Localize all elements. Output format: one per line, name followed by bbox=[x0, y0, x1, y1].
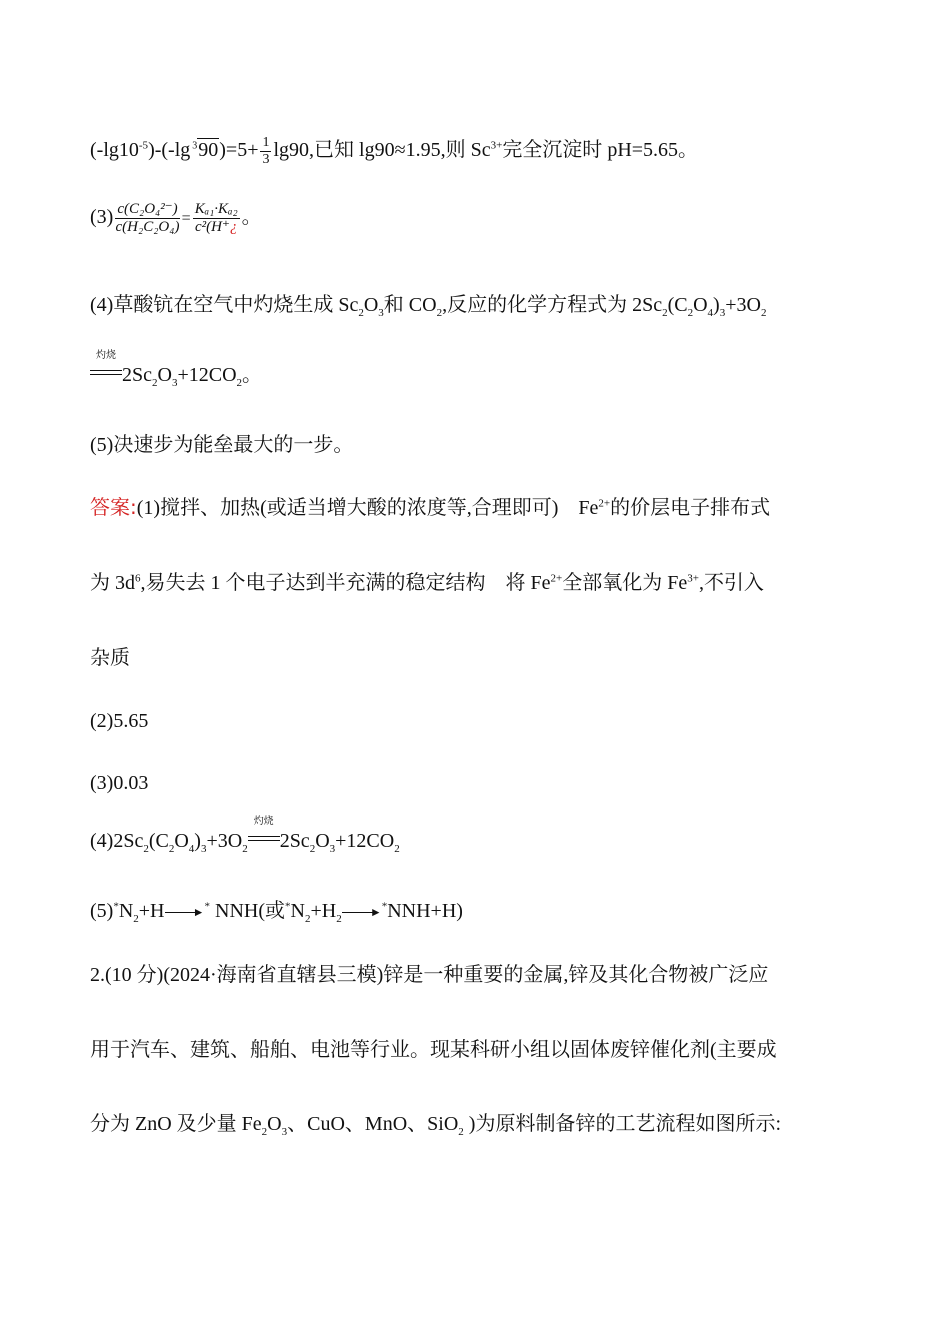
root-index: 3 bbox=[192, 140, 198, 152]
cube-root bbox=[190, 140, 219, 160]
text: 用于汽车、建筑、船舶、电池等行业。现某科研小组以固体废锌催化剂 bbox=[90, 1037, 710, 1061]
sub: 2 bbox=[133, 913, 139, 925]
text: , bbox=[563, 964, 569, 986]
text: +3O bbox=[206, 830, 243, 852]
equals-bar-top bbox=[248, 836, 280, 837]
text: (5) bbox=[90, 900, 114, 922]
sub: 4 bbox=[188, 843, 195, 855]
text: 、 bbox=[344, 1111, 365, 1135]
text: NNH+H) bbox=[387, 900, 463, 922]
fraction-numerator: 1 bbox=[262, 135, 270, 150]
text: 1 bbox=[205, 572, 226, 594]
text: MnO bbox=[364, 1113, 408, 1135]
text: 或适当增大酸的浓度等 bbox=[266, 495, 467, 519]
text: ZnO bbox=[130, 1113, 177, 1135]
text: 分 bbox=[136, 962, 157, 986]
fraction-denominator: 3 bbox=[262, 152, 270, 167]
text: O bbox=[693, 294, 708, 316]
reaction-condition-equals bbox=[248, 816, 280, 847]
text: O bbox=[157, 364, 172, 386]
sup: -5 bbox=[138, 139, 149, 152]
text: N bbox=[290, 900, 305, 922]
text: 易失去 bbox=[145, 570, 206, 594]
sup: 2+ bbox=[598, 497, 611, 510]
text: 已知 bbox=[314, 137, 355, 162]
text: ) bbox=[551, 497, 559, 519]
text: 2Sc bbox=[122, 364, 152, 386]
text: (-lg10 bbox=[90, 139, 139, 162]
question-line-2 bbox=[90, 1039, 777, 1060]
sub: 2 bbox=[662, 307, 668, 319]
sub: 2 bbox=[458, 1126, 464, 1138]
equals-bar-bottom bbox=[248, 840, 280, 841]
text: 为 bbox=[90, 570, 110, 594]
arrow-head-icon: ► bbox=[369, 905, 382, 920]
root-body: 90 bbox=[198, 139, 219, 162]
text bbox=[486, 572, 506, 594]
text: 的价层电子排布式 bbox=[610, 495, 771, 519]
text: 2Sc bbox=[279, 830, 310, 852]
text: , bbox=[140, 572, 146, 594]
text: (C bbox=[148, 830, 169, 852]
sub: 2 bbox=[336, 913, 342, 925]
sub: 2 bbox=[436, 307, 443, 319]
text: ( bbox=[260, 497, 267, 519]
sub: 2 bbox=[304, 913, 311, 925]
reaction-arrow bbox=[342, 905, 382, 920]
answer-line-7 bbox=[90, 898, 463, 925]
text: 、 bbox=[407, 1111, 428, 1135]
text: +12CO bbox=[177, 364, 237, 386]
sub: 2 bbox=[242, 843, 248, 855]
fraction-concentration-ratio bbox=[115, 202, 179, 235]
text: 海南省直辖县三模 bbox=[216, 962, 377, 986]
text: ) bbox=[376, 964, 384, 986]
text: lg90, bbox=[273, 139, 315, 162]
text: +H bbox=[310, 900, 337, 922]
text: : bbox=[775, 1113, 782, 1135]
sup: 2+ bbox=[550, 572, 563, 585]
text: 搅拌、加热 bbox=[160, 495, 261, 519]
sup: * bbox=[285, 900, 291, 913]
text: NNH( bbox=[210, 900, 266, 922]
sup: * bbox=[204, 900, 211, 913]
text-line-4 bbox=[90, 350, 263, 389]
text: ) bbox=[713, 294, 720, 316]
text: CuO bbox=[307, 1113, 345, 1135]
sub: 2 bbox=[168, 843, 175, 855]
fraction-denominator: c(H₂C₂O₄) bbox=[115, 219, 180, 235]
text: 3d bbox=[110, 572, 135, 594]
text: 杂质 bbox=[90, 645, 130, 669]
text: 、 bbox=[287, 1111, 308, 1135]
text: 锌及其化合物被广泛应 bbox=[568, 962, 769, 986]
text: )(2024· bbox=[156, 964, 217, 986]
equals-bar-top bbox=[90, 370, 122, 371]
sub: 4 bbox=[707, 307, 714, 319]
text: ) bbox=[194, 830, 201, 852]
sub: 2 bbox=[309, 843, 316, 855]
text: 反应的化学方程式为 bbox=[447, 292, 628, 316]
text: 完全沉淀时 bbox=[502, 137, 603, 162]
fraction-numerator: c(C₂O₄²⁻) bbox=[117, 201, 178, 217]
text: O bbox=[363, 294, 379, 316]
text: , bbox=[442, 294, 448, 316]
answer-line-2 bbox=[90, 572, 764, 593]
sub: 2 bbox=[152, 377, 158, 389]
text: Sc bbox=[333, 294, 359, 316]
sub: 3 bbox=[329, 843, 336, 855]
sup: 6 bbox=[135, 572, 141, 585]
text: Fe bbox=[558, 497, 599, 519]
text: +12CO bbox=[335, 830, 395, 852]
sub: 3 bbox=[719, 307, 726, 319]
text: +H bbox=[138, 900, 165, 922]
text-line-5 bbox=[90, 434, 353, 455]
text: lg90≈1.95, bbox=[354, 139, 446, 162]
text: Fe bbox=[662, 572, 688, 594]
text: 草酸钪在空气中灼烧生成 bbox=[113, 292, 334, 316]
text: (3) bbox=[90, 206, 114, 229]
text: ) bbox=[463, 1113, 476, 1135]
text: Sc bbox=[465, 139, 491, 162]
text: 分为 bbox=[90, 1111, 130, 1135]
answer-line-6 bbox=[90, 816, 400, 855]
text-line-2 bbox=[90, 202, 262, 235]
sub: 2 bbox=[760, 307, 767, 319]
text-line-3 bbox=[90, 292, 767, 319]
text: 。 bbox=[242, 362, 263, 386]
text: (C bbox=[667, 294, 688, 316]
text: c²(H⁺ bbox=[194, 219, 230, 235]
text: 锌是一种重要的金属 bbox=[383, 962, 564, 986]
text: )=5+ bbox=[219, 139, 259, 162]
text-line-1 bbox=[90, 136, 698, 167]
answer-label: 答案: bbox=[90, 495, 137, 519]
reaction-arrow bbox=[165, 905, 205, 920]
text: 和 bbox=[383, 292, 404, 316]
text: O bbox=[267, 1113, 282, 1135]
sup: * bbox=[113, 900, 119, 913]
question-line-1 bbox=[90, 964, 768, 985]
fraction-ka-product bbox=[193, 202, 240, 235]
fraction-numerator: Kₐ₁·Kₐ₂ bbox=[194, 201, 238, 217]
text: pH=5.65 bbox=[602, 139, 679, 162]
text: Fe bbox=[236, 1113, 262, 1135]
text: 。 bbox=[241, 204, 262, 229]
text: 为原料制备锌的工艺流程如图所示 bbox=[475, 1111, 776, 1135]
sup: 3+ bbox=[687, 572, 699, 585]
sub: 2 bbox=[261, 1126, 268, 1138]
answer-line-5 bbox=[90, 773, 148, 793]
sub: 2 bbox=[358, 307, 364, 319]
sup: 3+ bbox=[490, 139, 503, 152]
text: 决速步为能垒最大的一步。 bbox=[113, 432, 354, 456]
text: Fe bbox=[525, 572, 551, 594]
answer-line-1 bbox=[90, 497, 770, 518]
sub: 3 bbox=[378, 307, 384, 319]
sub: 3 bbox=[200, 843, 207, 855]
text: )-(-lg bbox=[148, 139, 191, 162]
fraction bbox=[260, 136, 271, 167]
sub: 2 bbox=[687, 307, 694, 319]
sub: 2 bbox=[394, 843, 400, 855]
text: 全部氧化为 bbox=[562, 570, 663, 594]
text: N bbox=[118, 900, 134, 922]
text: , bbox=[698, 572, 704, 594]
text: 个电子达到半充满的稳定结构 bbox=[225, 570, 486, 594]
text: 或 bbox=[265, 898, 286, 922]
text: (2)5.65 bbox=[90, 710, 149, 732]
text: (1) bbox=[136, 497, 161, 519]
text: O bbox=[315, 830, 330, 852]
text: 不引入 bbox=[703, 570, 764, 594]
text: ¿ bbox=[229, 219, 238, 235]
text: (4) bbox=[90, 294, 114, 316]
condition-label: 灼烧 bbox=[253, 816, 274, 827]
sub: 2 bbox=[236, 377, 243, 389]
text: (5) bbox=[90, 434, 114, 456]
text: 合理即可 bbox=[471, 495, 552, 519]
equals-sign: = bbox=[181, 210, 191, 228]
text: 则 bbox=[445, 137, 466, 162]
text: ( bbox=[710, 1039, 717, 1061]
sub: 3 bbox=[281, 1126, 288, 1138]
text: 。 bbox=[678, 137, 699, 162]
sub: 2 bbox=[143, 843, 149, 855]
answer-line-3 bbox=[90, 647, 130, 667]
condition-label: 灼烧 bbox=[96, 350, 116, 361]
text: 2Sc bbox=[627, 294, 663, 316]
equals-bar-bottom bbox=[90, 374, 122, 375]
text: 2.(10 bbox=[90, 964, 137, 986]
arrow-head-icon: ► bbox=[192, 905, 205, 920]
text: CO bbox=[403, 294, 437, 316]
sup: * bbox=[381, 900, 388, 913]
text: 及少量 bbox=[176, 1111, 237, 1135]
sub: 3 bbox=[171, 377, 178, 389]
answer-line-4 bbox=[90, 711, 148, 731]
text: +3O bbox=[725, 294, 761, 316]
text: (4)2Sc bbox=[90, 830, 144, 852]
text: O bbox=[174, 830, 189, 852]
text: 主要成 bbox=[716, 1037, 777, 1061]
text: 将 bbox=[505, 570, 526, 594]
fraction-denominator bbox=[193, 219, 240, 235]
text: SiO bbox=[427, 1113, 459, 1135]
reaction-condition-equals bbox=[90, 350, 122, 381]
text: (3)0.03 bbox=[90, 772, 149, 794]
question-line-3 bbox=[90, 1111, 782, 1138]
text: , bbox=[466, 497, 472, 519]
